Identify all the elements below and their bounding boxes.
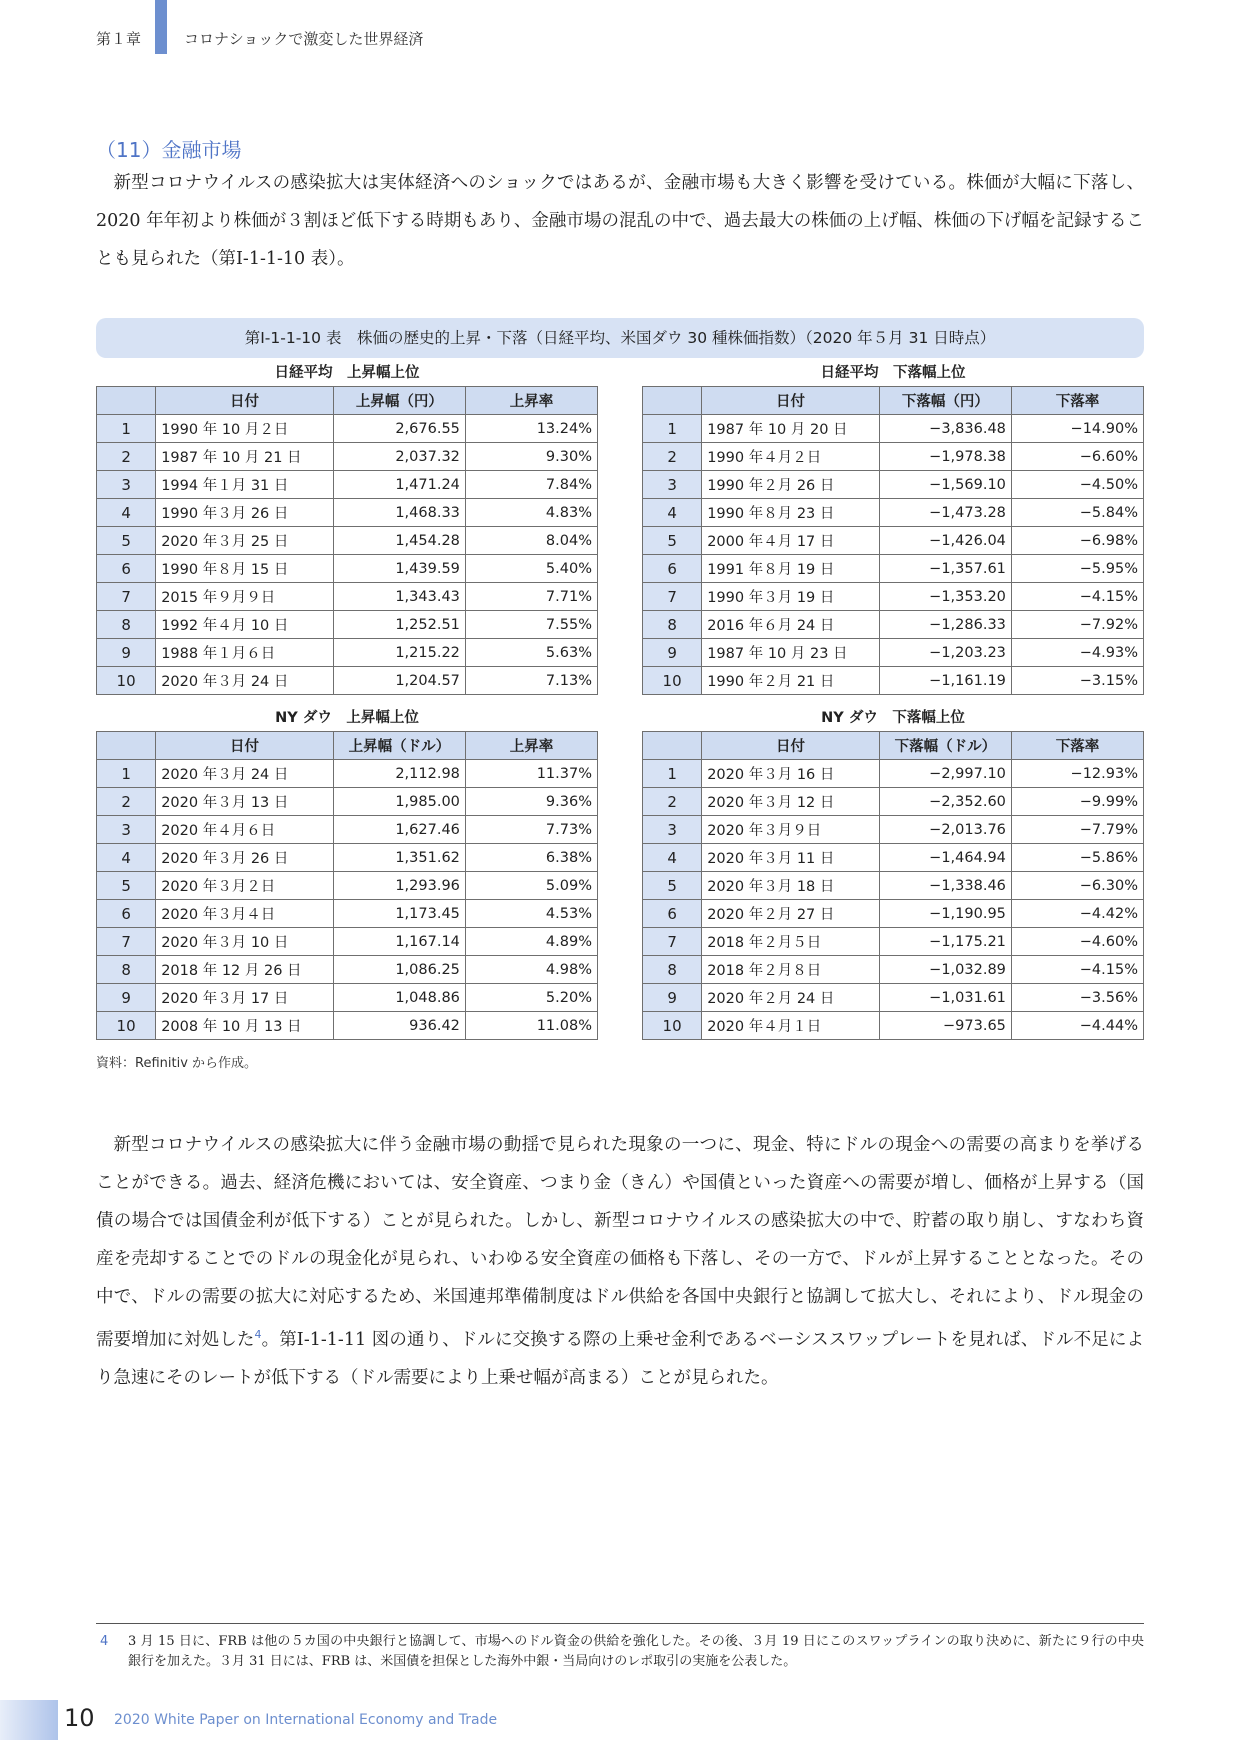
column-header: 日付: [702, 732, 880, 760]
rate-cell: 13.24%: [465, 415, 597, 443]
date-cell: 1987 年 10 月 23 日: [702, 639, 880, 667]
date-cell: 2020 年３月 17 日: [156, 984, 334, 1012]
dow-up-table: [96, 705, 598, 1040]
table-row: [643, 639, 1144, 667]
table-row: [97, 928, 598, 956]
date-cell: 2015 年９月９日: [156, 583, 334, 611]
rate-cell: 6.38%: [465, 844, 597, 872]
rank-cell: 10: [97, 1012, 156, 1040]
rate-cell: −7.79%: [1011, 816, 1143, 844]
date-cell: 1991 年８月 19 日: [702, 555, 880, 583]
change-cell: 2,037.32: [333, 443, 465, 471]
change-cell: −1,464.94: [879, 844, 1011, 872]
rank-cell: 9: [643, 984, 702, 1012]
ranking-table: [642, 386, 1144, 695]
rate-cell: −12.93%: [1011, 760, 1143, 788]
change-cell: −1,175.21: [879, 928, 1011, 956]
table-row: [97, 527, 598, 555]
ranking-table: [96, 386, 598, 695]
column-header: 日付: [156, 387, 334, 415]
rate-cell: −6.30%: [1011, 872, 1143, 900]
rate-cell: −5.84%: [1011, 499, 1143, 527]
footnote-text: 3 月 15 日に、FRB は他の５カ国の中央銀行と協調して、市場へのドル資金の供給を強化した。その後、３月 19 日にこのスワップラインの取り決めに、新たに９行の中央銀行を加えた。３月 31 日には、FRB は、米国債を担保とした海外中銀・当局向けのレポ取引の実施を公表した。: [128, 1634, 1144, 1669]
rank-cell: 5: [97, 872, 156, 900]
date-cell: 2008 年 10 月 13 日: [156, 1012, 334, 1040]
table-row: [97, 956, 598, 984]
date-cell: 2020 年３月 13 日: [156, 788, 334, 816]
rate-cell: −4.50%: [1011, 471, 1143, 499]
rank-cell: 4: [643, 844, 702, 872]
date-cell: 1990 年３月 19 日: [702, 583, 880, 611]
date-cell: 2020 年３月 12 日: [702, 788, 880, 816]
paragraph-2: [96, 1126, 1144, 1397]
table-row: [97, 611, 598, 639]
rank-cell: 3: [643, 471, 702, 499]
table-row: [97, 872, 598, 900]
date-cell: 2020 年３月 24 日: [156, 760, 334, 788]
rank-cell: 8: [97, 956, 156, 984]
date-cell: 1990 年４月２日: [702, 443, 880, 471]
change-cell: 1,215.22: [333, 639, 465, 667]
change-cell: 1,252.51: [333, 611, 465, 639]
date-cell: 1990 年 10 月２日: [156, 415, 334, 443]
change-cell: 1,471.24: [333, 471, 465, 499]
footnote-divider: [96, 1623, 1144, 1624]
rank-cell: 4: [97, 844, 156, 872]
table-row: [643, 443, 1144, 471]
section-title: （11）金融市場: [96, 138, 242, 162]
date-cell: 2020 年３月 16 日: [702, 760, 880, 788]
rate-cell: 9.30%: [465, 443, 597, 471]
column-header: 上昇幅（ドル）: [333, 732, 465, 760]
rate-cell: −4.42%: [1011, 900, 1143, 928]
change-cell: 2,676.55: [333, 415, 465, 443]
rank-cell: 5: [97, 527, 156, 555]
date-cell: 1987 年 10 月 20 日: [702, 415, 880, 443]
table-row: [643, 583, 1144, 611]
table-caption: 日経平均 下落幅上位: [820, 365, 966, 381]
table-row: [97, 760, 598, 788]
column-header: 上昇幅（円）: [333, 387, 465, 415]
table-row: [643, 844, 1144, 872]
date-cell: 2020 年３月９日: [702, 816, 880, 844]
date-cell: 2020 年２月 24 日: [702, 984, 880, 1012]
change-cell: −1,357.61: [879, 555, 1011, 583]
rate-cell: 11.08%: [465, 1012, 597, 1040]
table-row: [643, 471, 1144, 499]
footer-accent: [0, 1700, 58, 1740]
paragraph-2-part-1: 新型コロナウイルスの感染拡大に伴う金融市場の動揺で見られた現象の一つに、現金、特にドルの現金への需要の高まりを挙げることができる。過去、経済危機においては、安全資産、つまり金（きん）や国債といった資産への需要が増し、価格が上昇する（国債の場合では国債金利が低下する）ことが見られた。しかし、新型コロナウイルスの感染拡大の中で、貯蓄の取り崩し、すなわち資産を売却することでのドルの現金化が見られ、いわゆる安全資産の価格も下落し、その一方で、ドルが上昇することとなった。その中で、ドルの需要の拡大に対応するため、米国連邦準備制度はドル供給を各国中央銀行と協調して拡大し、それにより、ドル現金の需要増加に対処した: [96, 1135, 1144, 1350]
rank-cell: 5: [643, 872, 702, 900]
rank-cell: 2: [97, 443, 156, 471]
rank-cell: 7: [97, 583, 156, 611]
table-row: [97, 900, 598, 928]
table-row: [97, 844, 598, 872]
rate-cell: −4.15%: [1011, 583, 1143, 611]
change-cell: −1,031.61: [879, 984, 1011, 1012]
column-header: 上昇率: [465, 732, 597, 760]
rate-cell: −3.15%: [1011, 667, 1143, 695]
rank-cell: 2: [643, 788, 702, 816]
table-row: [97, 667, 598, 695]
rate-cell: −5.86%: [1011, 844, 1143, 872]
rank-cell: 1: [643, 415, 702, 443]
change-cell: −1,473.28: [879, 499, 1011, 527]
paragraph-1: [96, 164, 1144, 278]
footnote-number: 4: [100, 1634, 109, 1649]
table-row: [643, 816, 1144, 844]
table-title-banner: 第Ⅰ-1-1-10 表 株価の歴史的上昇・下落（日経平均、米国ダウ 30 種株価指数）（2020 年５月 31 日時点）: [96, 318, 1144, 358]
rate-cell: −4.60%: [1011, 928, 1143, 956]
rank-cell: 8: [97, 611, 156, 639]
date-cell: 2020 年３月 18 日: [702, 872, 880, 900]
rate-cell: −14.90%: [1011, 415, 1143, 443]
nikkei-down-table: [642, 360, 1144, 695]
table-header-row: [643, 387, 1144, 415]
date-cell: 2020 年３月２日: [156, 872, 334, 900]
date-cell: 2020 年３月 10 日: [156, 928, 334, 956]
dow-down-table: [642, 705, 1144, 1040]
rank-cell: 6: [97, 555, 156, 583]
change-cell: −1,161.19: [879, 667, 1011, 695]
change-cell: −973.65: [879, 1012, 1011, 1040]
column-header: [97, 387, 156, 415]
rank-cell: 3: [643, 816, 702, 844]
column-header: 上昇率: [465, 387, 597, 415]
date-cell: 2000 年４月 17 日: [702, 527, 880, 555]
rank-cell: 6: [97, 900, 156, 928]
date-cell: 2018 年２月５日: [702, 928, 880, 956]
table-row: [643, 1012, 1144, 1040]
date-cell: 2020 年３月 26 日: [156, 844, 334, 872]
date-cell: 1987 年 10 月 21 日: [156, 443, 334, 471]
date-cell: 2020 年４月１日: [702, 1012, 880, 1040]
rate-cell: 4.89%: [465, 928, 597, 956]
table-row: [97, 555, 598, 583]
table-row: [643, 611, 1144, 639]
change-cell: 1,173.45: [333, 900, 465, 928]
ranking-table: [642, 731, 1144, 1040]
rank-cell: 6: [643, 555, 702, 583]
rank-cell: 7: [97, 928, 156, 956]
change-cell: 1,204.57: [333, 667, 465, 695]
rate-cell: −4.93%: [1011, 639, 1143, 667]
rate-cell: −6.98%: [1011, 527, 1143, 555]
table-caption: NY ダウ 下落幅上位: [821, 710, 965, 726]
rank-cell: 4: [643, 499, 702, 527]
date-cell: 1990 年２月 21 日: [702, 667, 880, 695]
table-header-row: [97, 732, 598, 760]
rate-cell: −4.15%: [1011, 956, 1143, 984]
change-cell: 1,985.00: [333, 788, 465, 816]
date-cell: 2018 年２月８日: [702, 956, 880, 984]
rate-cell: 4.98%: [465, 956, 597, 984]
change-cell: −1,353.20: [879, 583, 1011, 611]
change-cell: −1,190.95: [879, 900, 1011, 928]
rank-cell: 1: [97, 760, 156, 788]
date-cell: 2016 年６月 24 日: [702, 611, 880, 639]
column-header: 日付: [702, 387, 880, 415]
change-cell: −2,013.76: [879, 816, 1011, 844]
rank-cell: 3: [97, 471, 156, 499]
rank-cell: 8: [643, 611, 702, 639]
rank-cell: 5: [643, 527, 702, 555]
page-header: [0, 0, 1241, 64]
source-note: 資料：Refinitiv から作成。: [96, 1056, 258, 1071]
table-row: [643, 667, 1144, 695]
change-cell: 1,468.33: [333, 499, 465, 527]
rate-cell: 5.20%: [465, 984, 597, 1012]
page-number: 10: [64, 1704, 95, 1732]
table-row: [97, 471, 598, 499]
rate-cell: 4.53%: [465, 900, 597, 928]
column-header: 下落率: [1011, 387, 1143, 415]
table-row: [643, 555, 1144, 583]
date-cell: 1990 年３月 26 日: [156, 499, 334, 527]
date-cell: 1990 年８月 23 日: [702, 499, 880, 527]
rate-cell: 8.04%: [465, 527, 597, 555]
table-row: [643, 499, 1144, 527]
rank-cell: 1: [643, 760, 702, 788]
rank-cell: 9: [97, 639, 156, 667]
column-header: 下落幅（ドル）: [879, 732, 1011, 760]
rate-cell: 7.13%: [465, 667, 597, 695]
chapter-accent-bar: [155, 0, 167, 54]
table-row: [643, 527, 1144, 555]
change-cell: −1,338.46: [879, 872, 1011, 900]
rate-cell: 7.71%: [465, 583, 597, 611]
rate-cell: 11.37%: [465, 760, 597, 788]
page-footer: [0, 1700, 1241, 1740]
column-header: 日付: [156, 732, 334, 760]
change-cell: −2,352.60: [879, 788, 1011, 816]
change-cell: −1,978.38: [879, 443, 1011, 471]
change-cell: 1,454.28: [333, 527, 465, 555]
paragraph-2-text: [96, 1126, 1144, 1397]
nikkei-up-table: [96, 360, 598, 695]
table-row: [643, 872, 1144, 900]
change-cell: 936.42: [333, 1012, 465, 1040]
rank-cell: 10: [643, 1012, 702, 1040]
rate-cell: −9.99%: [1011, 788, 1143, 816]
publication-title: 2020 White Paper on International Economy and Trade: [114, 1712, 498, 1728]
footnote-reference[interactable]: 4: [254, 1328, 262, 1341]
change-cell: −1,426.04: [879, 527, 1011, 555]
rank-cell: 9: [643, 639, 702, 667]
date-cell: 2020 年３月４日: [156, 900, 334, 928]
column-header: [643, 387, 702, 415]
column-header: [643, 732, 702, 760]
date-cell: 2020 年２月 27 日: [702, 900, 880, 928]
rate-cell: −6.60%: [1011, 443, 1143, 471]
rank-cell: 1: [97, 415, 156, 443]
ranking-table: [96, 731, 598, 1040]
change-cell: 1,293.96: [333, 872, 465, 900]
rank-cell: 10: [97, 667, 156, 695]
change-cell: 1,086.25: [333, 956, 465, 984]
table-row: [643, 984, 1144, 1012]
table-row: [643, 900, 1144, 928]
table-row: [97, 816, 598, 844]
date-cell: 1988 年１月６日: [156, 639, 334, 667]
change-cell: −1,203.23: [879, 639, 1011, 667]
column-header: [97, 732, 156, 760]
change-cell: 2,112.98: [333, 760, 465, 788]
table-row: [97, 499, 598, 527]
rank-cell: 7: [643, 583, 702, 611]
date-cell: 1990 年８月 15 日: [156, 555, 334, 583]
table-row: [97, 639, 598, 667]
table-row: [643, 788, 1144, 816]
table-row: [97, 984, 598, 1012]
table-caption: NY ダウ 上昇幅上位: [275, 710, 419, 726]
table-row: [97, 788, 598, 816]
rank-cell: 3: [97, 816, 156, 844]
change-cell: 1,439.59: [333, 555, 465, 583]
change-cell: −1,032.89: [879, 956, 1011, 984]
rate-cell: −5.95%: [1011, 555, 1143, 583]
date-cell: 1992 年４月 10 日: [156, 611, 334, 639]
table-row: [643, 956, 1144, 984]
date-cell: 2018 年 12 月 26 日: [156, 956, 334, 984]
table-header-row: [97, 387, 598, 415]
rank-cell: 8: [643, 956, 702, 984]
rate-cell: −7.92%: [1011, 611, 1143, 639]
rank-cell: 9: [97, 984, 156, 1012]
change-cell: 1,343.43: [333, 583, 465, 611]
footnote: [96, 1632, 1144, 1672]
date-cell: 2020 年３月 24 日: [156, 667, 334, 695]
paragraph-1-text: 新型コロナウイルスの感染拡大は実体経済へのショックではあるが、金融市場も大きく影響を受けている。株価が大幅に下落し、2020 年年初より株価が３割ほど低下する時期もあり、金融市場の混乱の中で、過去最大の株価の上げ幅、株価の下げ幅を記録することも見られた（第Ⅰ-1-1-10 表）。: [96, 173, 1144, 269]
rank-cell: 4: [97, 499, 156, 527]
change-cell: −3,836.48: [879, 415, 1011, 443]
date-cell: 2020 年３月 25 日: [156, 527, 334, 555]
table-header-row: [643, 732, 1144, 760]
rate-cell: 5.63%: [465, 639, 597, 667]
paragraph-2-part-2: 。第Ⅰ-1-1-11 図の通り、ドルに交換する際の上乗せ金利であるベーシススワップレートを見れば、ドル不足により急速にそのレートが低下する（ドル需要により上乗せ幅が高まる）ことが見られた。: [96, 1329, 1144, 1388]
change-cell: −1,286.33: [879, 611, 1011, 639]
rank-cell: 2: [643, 443, 702, 471]
rate-cell: 5.40%: [465, 555, 597, 583]
change-cell: 1,351.62: [333, 844, 465, 872]
change-cell: 1,048.86: [333, 984, 465, 1012]
rate-cell: 9.36%: [465, 788, 597, 816]
rate-cell: 7.55%: [465, 611, 597, 639]
chapter-title: コロナショックで激変した世界経済: [184, 30, 424, 48]
rate-cell: 7.84%: [465, 471, 597, 499]
date-cell: 2020 年３月 11 日: [702, 844, 880, 872]
rate-cell: 5.09%: [465, 872, 597, 900]
date-cell: 2020 年４月６日: [156, 816, 334, 844]
date-cell: 1990 年２月 26 日: [702, 471, 880, 499]
change-cell: −2,997.10: [879, 760, 1011, 788]
change-cell: 1,627.46: [333, 816, 465, 844]
column-header: 下落率: [1011, 732, 1143, 760]
table-row: [643, 760, 1144, 788]
rank-cell: 7: [643, 928, 702, 956]
rate-cell: 4.83%: [465, 499, 597, 527]
chapter-label: 第１章: [96, 30, 142, 48]
table-caption: 日経平均 上昇幅上位: [274, 365, 420, 381]
table-row: [97, 1012, 598, 1040]
change-cell: 1,167.14: [333, 928, 465, 956]
table-row: [643, 415, 1144, 443]
rank-cell: 6: [643, 900, 702, 928]
rank-cell: 2: [97, 788, 156, 816]
rank-cell: 10: [643, 667, 702, 695]
table-row: [97, 415, 598, 443]
date-cell: 1994 年１月 31 日: [156, 471, 334, 499]
rate-cell: 7.73%: [465, 816, 597, 844]
table-row: [97, 583, 598, 611]
rate-cell: −3.56%: [1011, 984, 1143, 1012]
rate-cell: −4.44%: [1011, 1012, 1143, 1040]
change-cell: −1,569.10: [879, 471, 1011, 499]
column-header: 下落幅（円）: [879, 387, 1011, 415]
table-row: [643, 928, 1144, 956]
table-row: [97, 443, 598, 471]
